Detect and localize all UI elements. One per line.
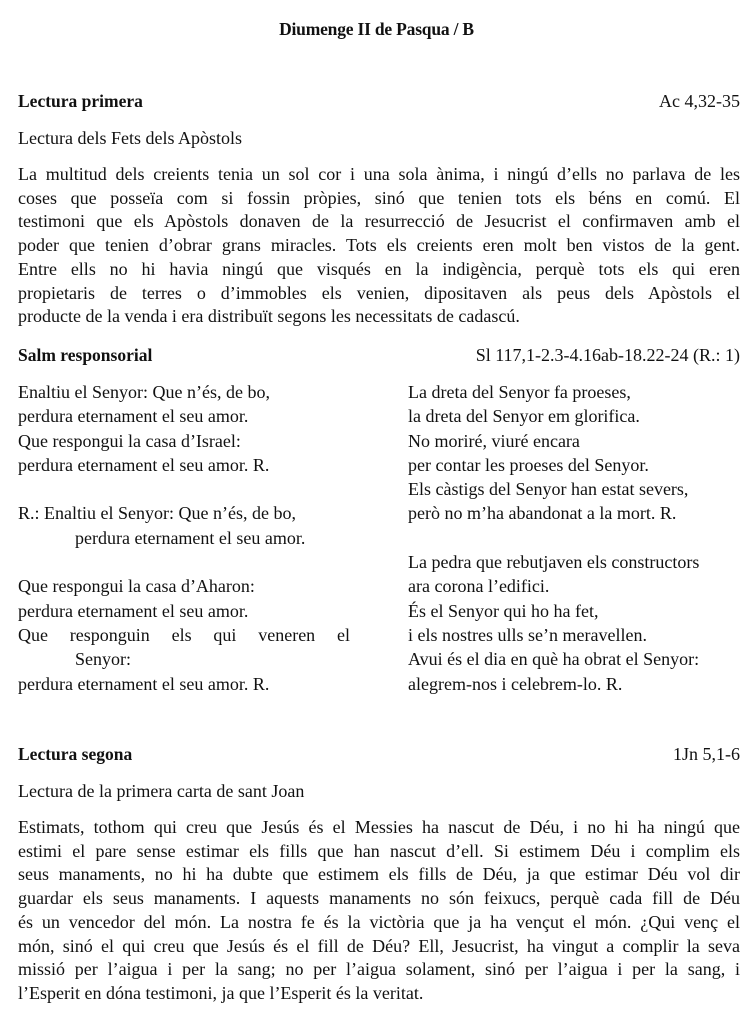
psalm-verse: la dreta del Senyor em glorifica. [408,406,640,427]
reading1-text [18,163,740,329]
psalm-right-column [408,380,699,696]
text-line: propietaris de terres o d’immobles els venien, dipositaven als peus dels Apòstols el [18,282,740,303]
psalm-verse: Els càstigs del Senyor han estat severs, [408,479,689,500]
psalm-verse: Que responguin els qui veneren el [18,624,350,645]
psalm-verse: alegrem-nos i celebrem-lo. R. [408,673,623,694]
psalm-verse: però no m’ha abandonat a la mort. R. [408,503,677,524]
text-line: l’Esperit en dóna testimoni, ja que l’Esperit és la veritat. [18,982,424,1003]
psalm-verse: Que respongui la casa d’Aharon: [18,576,255,597]
text-line: Entre ells no hi havia ningú que visqués en la indigència, perquè tots els qui eren [18,258,740,279]
stanza-gap [18,477,350,501]
psalm-verse: És el Senyor qui ho ha fet, [408,600,599,621]
reading2-source: Lectura de la primera carta de sant Joan [18,781,305,801]
reading2-header [18,744,740,765]
text-line: és un vencedor del món. La nostra fe és la victòria que ja ha vençut el món. ¿Qui venç el [18,911,740,932]
psalm-verse: perdura eternament el seu amor. [18,406,249,427]
psalm-verse: Que respongui la casa d’Israel: [18,430,241,451]
psalm-verse: ara corona l’edifici. [408,576,550,597]
psalm-left-column [18,380,350,696]
text-line: coses que posseïa com si fossin pròpies, sinó que tenien tots els béns en comú. El [18,187,740,208]
reading1-source: Lectura dels Fets dels Apòstols [18,128,242,148]
stanza-gap [408,526,699,550]
psalm-header [18,345,740,366]
reading1-reference: Ac 4,32-35 [659,91,740,111]
text-line: poder que tenien d’obrar grans miracles. Tots els creients eren molt ben vistos de la gent. [18,235,740,256]
text-line: món, sinó el qui creu que Jesús és el fill de Déu? Ell, Jesucrist, ha vingut a complir la seva [18,935,740,956]
text-line: guardar els seus manaments. I aquests manaments no són feixucs, perquè cada fill de Déu [18,888,740,909]
page-title: Diumenge II de Pasqua / B [279,19,474,39]
psalm-verse: Enaltiu el Senyor: Que n’és, de bo, [18,382,270,402]
text-line: producte de la venda i era distribuït segons les necessitats de cadascú. [18,306,520,327]
psalm-verse: La dreta del Senyor fa proeses, [408,382,631,402]
psalm-verse: Avui és el dia en què ha obrat el Senyor: [408,649,700,670]
text-line: La multitud dels creients tenia un sol cor i una sola ànima, i ningú d’ells no parlava de les [18,164,740,184]
psalm-verse: La pedra que rebutjaven els constructors [408,552,700,573]
text-line: seus manaments, no hi ha dubte que estimem els fills de Déu, ja que estimar Déu vol dir [18,864,740,885]
psalm-verse: perdura eternament el seu amor. R. [18,454,270,475]
psalm-verse: i els nostres ulls se’n meravellen. [408,624,647,645]
reading1-label: Lectura primera [18,91,143,111]
reading2-text [18,816,740,1006]
psalm-refrain: perdura eternament el seu amor. [75,527,306,548]
reading1-header [18,91,740,112]
stanza-gap [18,550,350,574]
reading2-label: Lectura segona [18,744,133,764]
text-line: missió per l’aigua i per la sang; no per l’aigua solament, sinó per l’aigua i per la sang, i [18,959,740,980]
text-line: testimoni que els Apòstols donaven de la resurrecció de Jesucrist el confirmaven amb el [18,211,740,232]
psalm-verse: perdura eternament el seu amor. [18,600,249,621]
psalm-reference: Sl 117,1-2.3-4.16ab-18.22-24 (R.: 1) [475,345,740,365]
psalm-label: Salm responsorial [18,345,153,365]
text-line: estimi el pare sense estimar els fills que han nascut d’ell. Si estimem Déu i complim els [18,840,740,861]
text-line: Estimats, tothom qui creu que Jesús és el Messies ha nascut de Déu, i no hi ha ningú que [18,817,740,837]
psalm-refrain: R.: Enaltiu el Senyor: Que n’és, de bo, [18,503,296,524]
psalm-verse: No moriré, viuré encara [408,430,580,451]
psalm-verse: perdura eternament el seu amor. R. [18,673,270,694]
psalm-verse: Senyor: [75,649,131,670]
psalm-verse: per contar les proeses del Senyor. [408,454,649,475]
reading2-reference: 1Jn 5,1-6 [673,744,740,764]
